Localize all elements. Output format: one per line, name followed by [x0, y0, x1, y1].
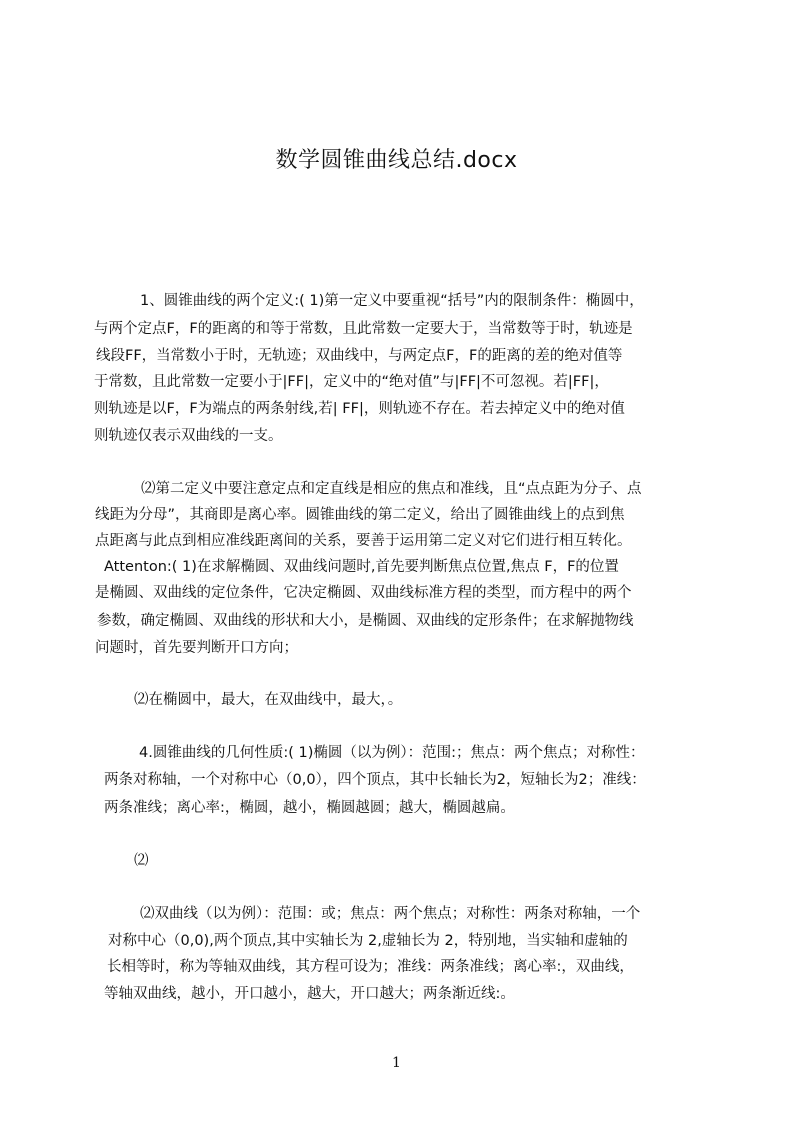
text-line: ⑵第二定义中要注意定点和定直线是相应的焦点和准线，且“点点距为分子、点 — [141, 481, 642, 497]
text-line: 两条对称轴，一个对称中心（0,0），四个顶点，其中长轴长为2，短轴长为2；准线： — [104, 772, 646, 788]
text-line: 问题时，首先要判断开口方向； — [95, 640, 298, 656]
text-line: 则轨迹是以F，F为端点的两条射线,若| FF|，则轨迹不存在。若去掉定义中的绝对值 — [94, 401, 625, 417]
text-line: 点距离与此点到相应准线距离间的关系，要善于运用第二定义对它们进行相互转化。 — [95, 533, 632, 549]
text-line: ⑵双曲线（以为例）：范围：或；焦点：两个焦点；对称性：两条对称轴，一个 — [140, 906, 641, 922]
text-line: 1、圆锥曲线的两个定义:( 1)第一定义中要重视“括号”内的限制条件：椭圆中， — [140, 293, 644, 309]
text-line: Attenton:( 1)在求解椭圆、双曲线问题时,首先要判断焦点位置,焦点 F，F的位置 — [104, 559, 619, 575]
text-line: 参数，确定椭圆、双曲线的形状和大小，是椭圆、双曲线的定形条件；在求解抛物线 — [97, 613, 634, 629]
text-line: ⑵ — [134, 853, 149, 869]
text-line: 等轴双曲线，越小，开口越小，越大，开口越大；两条渐近线:。 — [104, 986, 515, 1002]
text-line: 线距为分母”，其商即是离心率。圆锥曲线的第二定义，给出了圆锥曲线上的点到焦 — [95, 507, 625, 523]
text-line: 则轨迹仅表示双曲线的一支。 — [94, 428, 283, 444]
text-line: 与两个定点F，F的距离的和等于常数，且此常数一定要大于，当常数等于时，轨迹是 — [94, 321, 633, 337]
text-line: 是椭圆、双曲线的定位条件，它决定椭圆、双曲线标准方程的类型，而方程中的两个 — [95, 585, 632, 601]
text-line: 于常数，且此常数一定要小于|FF|，定义中的“绝对值”与|FF|不可忽视。若|FF|， — [94, 374, 609, 390]
text-line: 对称中心（0,0),两个顶点,其中实轴长为 2,虚轴长为 2，特别地，当实轴和虚轴的 — [108, 933, 628, 949]
text-line: ⑵在椭圆中，最大，在双曲线中，最大，。 — [134, 692, 403, 708]
text-line: 线段FF，当常数小于时，无轨迹；双曲线中，与两定点F，F的距离的差的绝对值等 — [96, 348, 623, 364]
document-title: 数学圆锥曲线总结.docx — [275, 148, 518, 173]
text-line: 4.圆锥曲线的几何性质:( 1)椭圆（以为例）：范围:；焦点：两个焦点；对称性： — [139, 745, 645, 761]
text-line: 长相等时，称为等轴双曲线，其方程可设为；准线：两条准线；离心率:，双曲线， — [107, 959, 634, 975]
text-line: 两条准线；离心率:，椭圆，越小，椭圆越圆；越大，椭圆越扁。 — [104, 800, 515, 816]
page-number: 1 — [392, 1055, 401, 1071]
